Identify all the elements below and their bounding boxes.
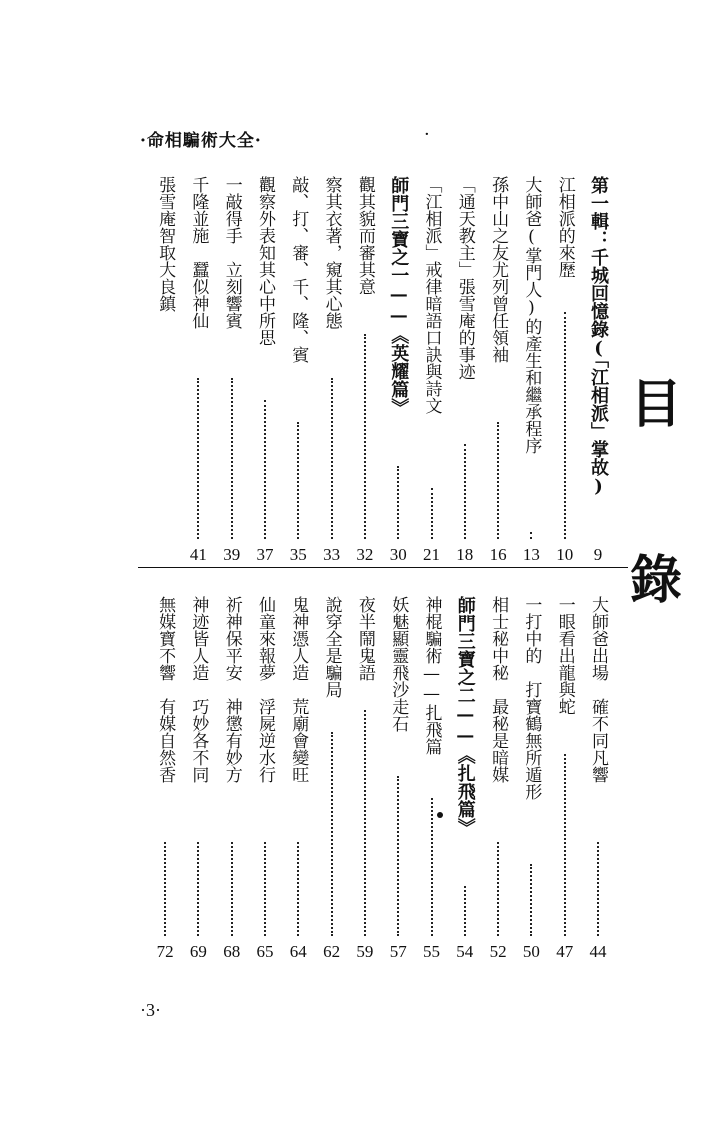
toc-page-number: 47 [556, 942, 574, 961]
page-number: ·3· [140, 1000, 161, 1020]
leader-dots [231, 378, 235, 539]
toc-page-number: 68 [223, 942, 241, 961]
toc-entry[interactable]: 觀其貌而審其意 [354, 176, 375, 295]
leader-dots [464, 886, 468, 936]
toc-page-number: 52 [489, 942, 507, 961]
toc-page-number: 16 [489, 545, 507, 564]
toc-entry[interactable]: 仙童來報夢 浮屍逆水行 [255, 596, 275, 783]
toc-entry[interactable]: 鬼神憑人造 荒廟會變旺 [288, 596, 309, 783]
toc-entry[interactable]: 「江相派」戒律暗語口訣與詩文 [421, 176, 442, 414]
toc-entry[interactable]: 千隆並施 蠶似神仙 [188, 176, 209, 329]
toc-page-number: 72 [156, 942, 174, 961]
leader-dots [264, 400, 268, 539]
leader-dots [264, 842, 268, 936]
toc-entry[interactable]: 一敲得手 立刻響賓 [221, 176, 242, 329]
toc-page-number: 39 [223, 545, 241, 564]
toc-entry[interactable]: 大師爸(掌門人)的產生和繼承程序 [521, 176, 542, 454]
toc-entry[interactable]: 師門三寶之一——《英耀篇》 [388, 176, 410, 416]
leader-dots [431, 488, 435, 539]
toc-page-number: 37 [256, 545, 274, 564]
toc-page-number: 65 [256, 942, 274, 961]
toc-page-number: 50 [522, 942, 540, 961]
leader-dots [197, 842, 201, 936]
toc-page-number: 13 [522, 545, 540, 564]
leader-dots [431, 798, 435, 936]
toc-entry[interactable]: 大師爸出場 確不同凡響 [588, 596, 608, 783]
toc-entry[interactable]: 第一輯：千城回憶錄(「江相派」掌故) [588, 176, 609, 497]
toc-entry[interactable]: 神棍騙術——扎飛篇 [421, 596, 442, 755]
leader-dots [231, 842, 235, 936]
ink-speck [437, 812, 443, 818]
leader-dots [297, 842, 301, 936]
leader-dots [331, 732, 335, 936]
toc-entry[interactable]: 一眼看出龍與蛇 [554, 596, 575, 715]
toc-entry[interactable]: 夜半鬧鬼語 [354, 596, 375, 681]
toc-page-number: 55 [423, 942, 440, 961]
title-char-lu: 錄 [630, 551, 683, 611]
leader-dots [530, 532, 534, 539]
toc-entry[interactable]: 祈神保平安 神懲有妙方 [221, 596, 242, 783]
leader-dots [364, 334, 368, 539]
toc-page-number: 21 [423, 545, 440, 564]
leader-dots [597, 842, 601, 936]
leader-dots [397, 776, 401, 936]
leader-dots [564, 754, 568, 936]
leader-dots [397, 466, 401, 539]
toc-page-number: 35 [289, 545, 307, 564]
toc-page-number: 59 [356, 942, 374, 961]
toc-page-number: 33 [323, 545, 341, 564]
toc-page-number: 32 [356, 545, 374, 564]
header-dot: · [424, 124, 430, 145]
leader-dots [164, 842, 168, 936]
toc-entry[interactable]: 無媒寶不響 有媒自然香 [155, 596, 176, 783]
running-header: ·命相騙術大全· [140, 131, 262, 151]
toc-page-number: 18 [456, 545, 474, 564]
leader-dots [364, 710, 368, 936]
leader-dots [297, 422, 301, 539]
toc-page-number: 30 [389, 545, 407, 564]
toc-entry[interactable]: 孫中山之友尤列曾任領袖 [488, 176, 509, 363]
toc-entry[interactable]: 「通天教主」張雪庵的事迹 [454, 176, 475, 380]
toc-entry[interactable]: 江相派的來歷 [554, 176, 575, 278]
toc-entry[interactable]: 妖魅顯靈飛沙走石 [388, 596, 409, 732]
title-char-mu: 目 [630, 375, 683, 435]
toc-entry[interactable]: 神迹皆人造 巧妙各不同 [188, 596, 209, 783]
toc-entry[interactable]: 察其衣著，窺其心態 [321, 176, 342, 329]
leader-dots [497, 842, 501, 936]
toc-page-number: 54 [456, 942, 474, 961]
toc-entry[interactable]: 觀察外表知其心中所思 [255, 176, 275, 346]
section-divider [138, 567, 628, 568]
toc-page-number: 69 [189, 942, 207, 961]
toc-page-number: 62 [323, 942, 341, 961]
leader-dots [197, 378, 201, 539]
toc-entry[interactable]: 說穿全是騙局 [321, 596, 342, 698]
toc-page-number: 57 [389, 942, 407, 961]
leader-dots [331, 378, 335, 539]
leader-dots [564, 312, 568, 539]
toc-entry[interactable]: 一打中的 打寶鶴無所遁形 [521, 596, 542, 800]
toc-page-number: 9 [593, 545, 603, 564]
leader-dots [464, 444, 468, 539]
leader-dots [497, 422, 501, 539]
toc-page-number: 41 [189, 545, 207, 564]
toc-page-number: 44 [589, 942, 607, 961]
toc-entry[interactable]: 師門三寶之二——《扎飛篇》 [454, 596, 476, 836]
leader-dots [530, 864, 534, 936]
toc-page-number: 10 [556, 545, 574, 564]
toc-entry[interactable]: 敲、打、審、千、隆、賓 [288, 176, 309, 363]
toc-page-number: 64 [289, 942, 307, 961]
toc-entry[interactable]: 張雪庵智取大良鎮 [155, 176, 176, 312]
toc-entry[interactable]: 相士秘中秘 最秘是暗媒 [488, 596, 509, 783]
